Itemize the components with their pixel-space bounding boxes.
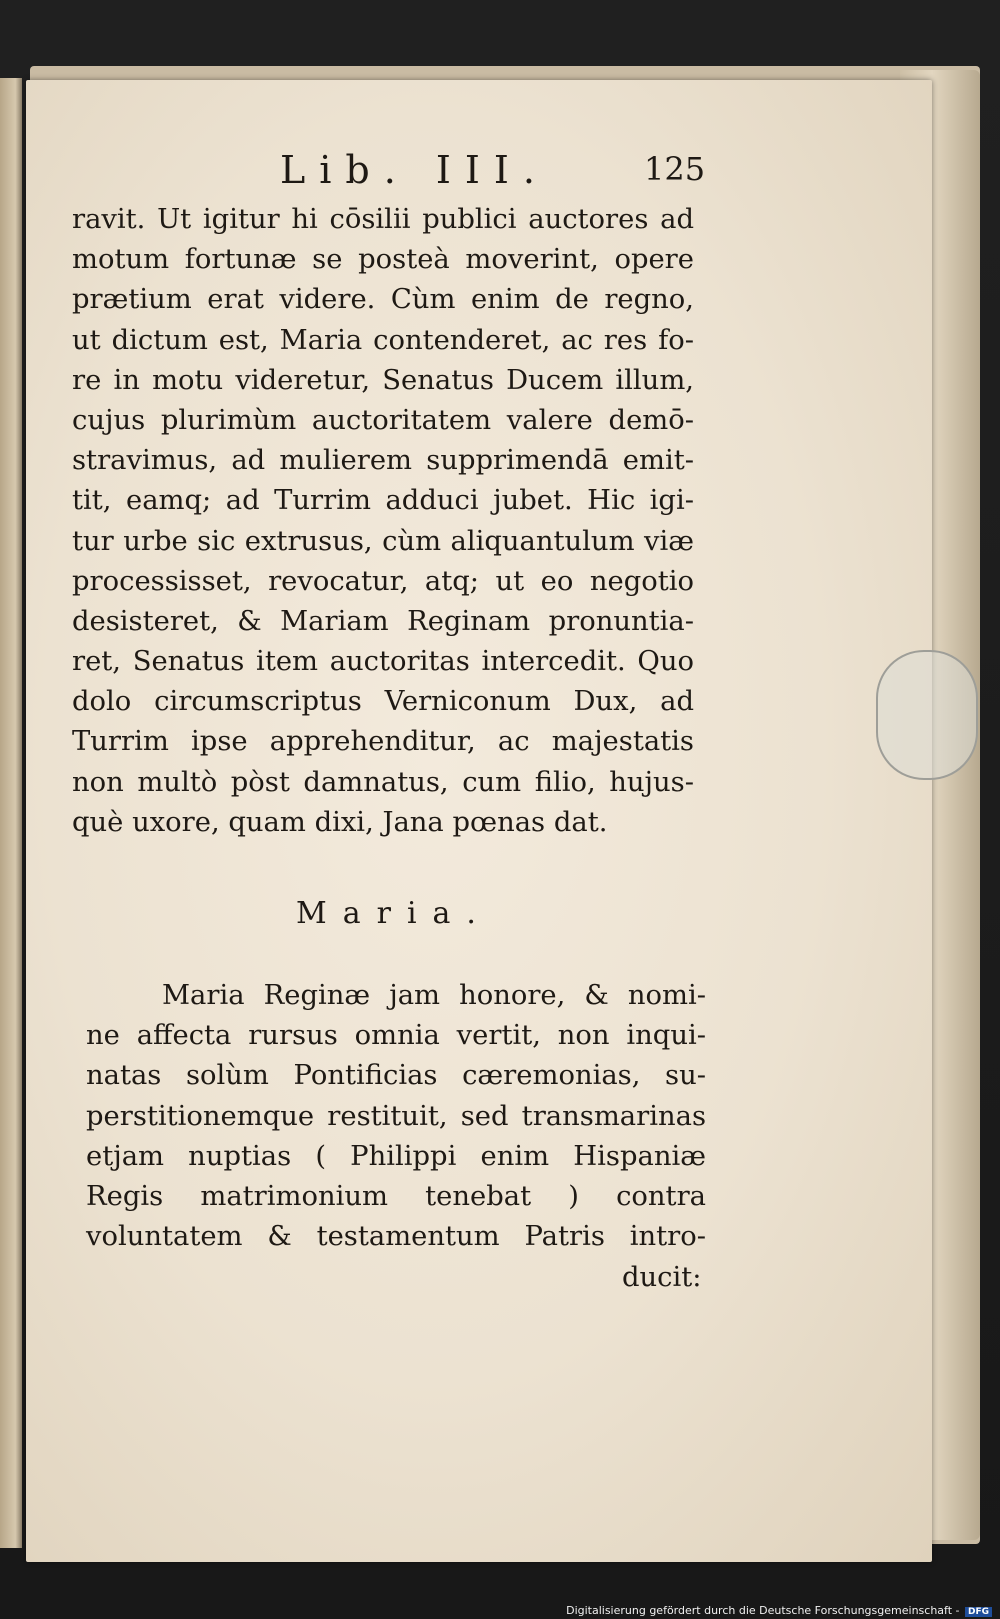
- text-line: ravit. Ut igitur hi cōsilii publici auctores ad: [72, 204, 694, 235]
- text-line: ne affecta rursus omnia vertit, non inqui-: [86, 1020, 706, 1052]
- text-line: Regis matrimonium tenebat ) contra: [86, 1180, 706, 1212]
- text-line: dolo circumscriptus Verniconum Dux, ad: [72, 686, 694, 718]
- text-line: natas solùm Pontificias cæremonias, su-: [86, 1060, 706, 1092]
- text-line: ut dictum est, Maria contenderet, ac res fo-: [72, 324, 694, 356]
- previous-page-edge: [0, 78, 22, 1548]
- text-line: Maria Reginæ jam honore, & nomi-: [162, 980, 706, 1011]
- text-line: non multò pòst damnatus, cum filio, hujus-: [72, 766, 694, 798]
- text-line: stravimus, ad mulierem supprimendā emit-: [72, 445, 694, 477]
- text-line: motum fortunæ se posteà moverint, opere: [72, 244, 694, 276]
- page-clip: [876, 650, 978, 780]
- text-line: cujus plurimùm auctoritatem valere demō-: [72, 404, 694, 436]
- catchword: ducit:: [622, 1262, 702, 1293]
- digitization-credit: [566, 1604, 992, 1617]
- text-line: voluntatem & testamentum Patris intro-: [86, 1221, 706, 1253]
- paragraph-1: [72, 200, 694, 843]
- text-line: tur urbe sic extrusus, cùm aliquantulum viæ: [72, 525, 694, 557]
- running-head: Lib. III.: [280, 148, 549, 192]
- text-line: desisteret, & Mariam Reginam pronuntia-: [72, 605, 694, 637]
- dfg-logo: DFG: [965, 1607, 992, 1617]
- text-line: perstitionemque restituit, sed transmarinas: [86, 1100, 706, 1132]
- text-line: què uxore, quam dixi, Jana pœnas dat.: [72, 806, 608, 838]
- text-line: tit, eamq; ad Turrim adduci jubet. Hic igi-: [72, 485, 694, 517]
- text-line: Turrim ipse apprehenditur, ac majestatis: [72, 726, 694, 758]
- text-line: re in motu videretur, Senatus Ducem illum,: [72, 364, 694, 396]
- text-line: ret, Senatus item auctoritas intercedit. Quo: [72, 646, 694, 678]
- text-line: processisset, revocatur, atq; ut eo negotio: [72, 565, 694, 597]
- text-line: etjam nuptias ( Philippi enim Hispaniæ: [86, 1140, 706, 1172]
- text-line: prætium erat videre. Cùm enim de regno,: [72, 284, 694, 316]
- page-number: 125: [644, 150, 706, 188]
- credit-text: Digitalisierung gefördert durch die Deutsche Forschungsgemeinschaft -: [566, 1604, 960, 1617]
- section-heading: Maria.: [296, 896, 492, 931]
- paragraph-2: [86, 976, 706, 1257]
